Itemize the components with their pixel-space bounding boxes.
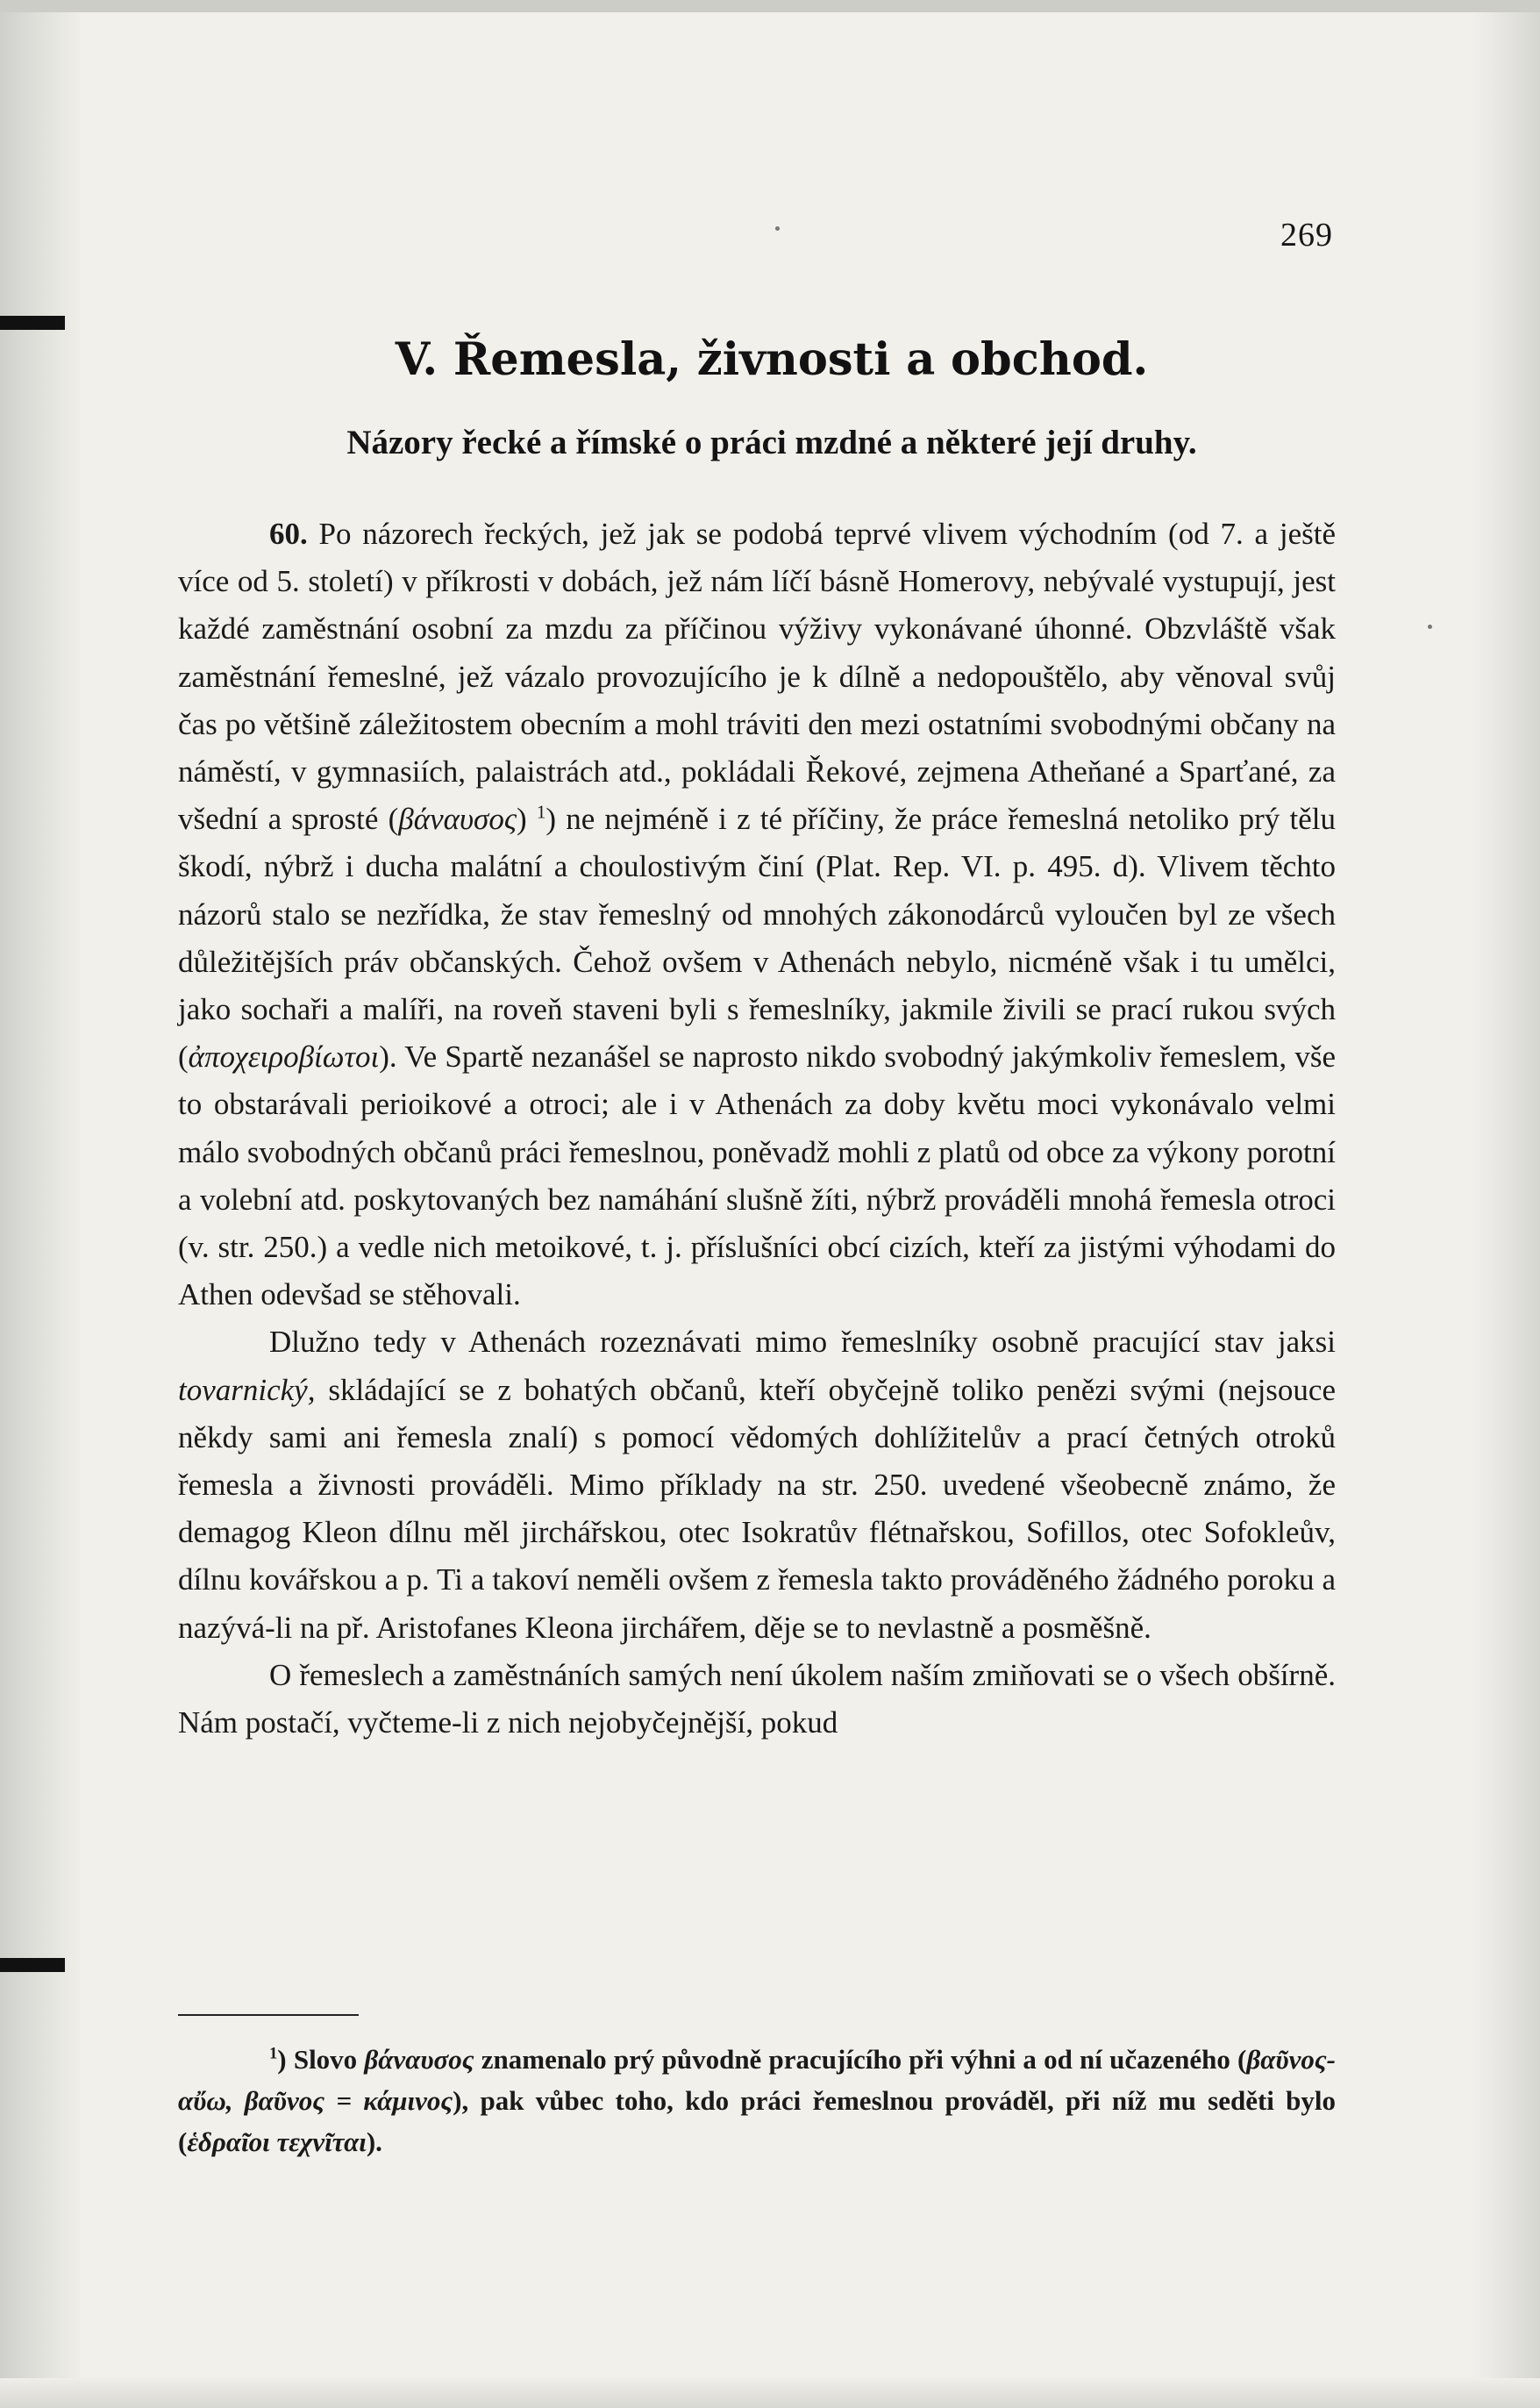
chapter-title: V. Řemesla, živnosti a obchod.	[395, 333, 1149, 386]
greek-term: ἀποχειροβίωτοι	[188, 1040, 380, 1075]
paragraph-2	[178, 1318, 1336, 1651]
paragraph-3	[178, 1652, 1336, 1747]
footnote-text: znamenalo prý původně pracujícího při výhni a od ní učazeného (	[474, 2044, 1247, 2075]
paragraph-text: Dlužno tedy v Athenách rozeznávati mimo řemeslníky osobně pracující stav jaksi	[269, 1325, 1336, 1360]
greek-term: ἑδραῖοι τεχνῖται	[187, 2126, 367, 2157]
footnote-text: ).	[366, 2126, 382, 2157]
page-number: 269	[1280, 217, 1333, 254]
paragraph-text: O řemeslech a zaměstnáních samých není úkolem naším zmiňovati se o všech obšírně. Nám postačí, vyčteme-li z nich nejobyčejnější, pokud	[178, 1657, 1336, 1740]
body-text	[178, 511, 1336, 1747]
scan-speck	[1428, 625, 1432, 629]
greek-term: βαῦνος-αὔω, βαῦνος = κάμινος	[178, 2044, 1336, 2116]
page-top-edge	[0, 0, 1540, 12]
scan-speck	[775, 226, 780, 231]
footnote-text: ), pak vůbec toho, kdo práci řemeslnou prováděl, při níž mu seděti bylo (	[178, 2085, 1337, 2157]
paragraph-text: Po názorech řeckých, jež jak se podobá teprvé vlivem východním (od 7. a ještě více od 5. století) v příkrosti v dobách, jež nám líčí básně Homerovy, nebývalé vystupují, jest každé zaměstnání osobní za mzdu za příčinou výživy vykonávané úhonné. Obzvláště však zaměstnání řemeslné, jež vázalo provozujícího je k dílně a nedopouštělo, aby věnoval svůj čas po většině záležitostem obecním a mohl tráviti den mezi ostatními svobodnými občany na náměstí, v gymnasiích, palaistrách atd., pokládali Řekové, zejmena Atheňané a Sparťané, za všední a sprosté (	[178, 517, 1336, 837]
section-subtitle: Názory řecké a římské o práci mzdné a některé její druhy.	[346, 424, 1197, 461]
emphasized-term: tovarnický,	[178, 1372, 316, 1407]
binding-mark	[0, 1958, 65, 1972]
paragraph-1	[178, 511, 1336, 1318]
paragraph-text: ). Ve Spartě nezanášel se naprosto nikdo svobodný jakýmkoliv řemeslem, vše to obstarávali perioikové a otroci; ale i v Athenách za doby květu moci vykonávalo velmi málo svobodných občanů práci řemeslnou, poněvadž mohli z platů od obce za výkony porotní a volební atd. poskytovaných bez namáhání slušně žíti, nýbrž prováděli mnohá řemesla otroci (v. str. 250.) a vedle nich metoikové, t. j. příslušníci obcí cizích, kteří za jistými výhodami do Athen odevšad se stěhovali.	[178, 1040, 1336, 1312]
footnote-reference: 1	[536, 801, 546, 823]
greek-term: βάναυσος	[364, 2044, 474, 2075]
section-number: 60.	[269, 517, 308, 551]
footnote-marker: 1	[269, 2044, 278, 2063]
page-bottom-edge	[0, 2378, 1540, 2408]
paragraph-text: )	[517, 802, 537, 837]
page-left-edge-shadow	[0, 0, 81, 2408]
greek-term: βάναυσος	[398, 802, 517, 837]
paragraph-text: ) ne nejméně i z té příčiny, že práce řemeslná netoliko prý tělu škodí, nýbrž i ducha malátní a choulostivým činí (Plat. Rep. VI. p. 495. d). Vlivem těchto názorů stalo se nezřídka, že stav řemeslný od mnohých zákonodárců vyloučen byl ze všech důležitějších práv občanských. Čehož ovšem v Athenách nebylo, nicméně však i tu umělci, jako sochaři a malíři, na roveň staveni byli s řemeslníky, jakmile živili se prací rukou svých (	[178, 802, 1336, 1075]
page-right-edge-shadow	[1470, 0, 1540, 2408]
footnote	[178, 2039, 1336, 2162]
paragraph-text: skládající se z bohatých občanů, kteří obyčejně toliko penězi svými (nejsouce někdy sami ani řemesla znalí) s pomocí vědomých dohlížitelův a prací četných otroků řemesla a živnosti prováděli. Mimo příklady na str. 250. uvedené všeobecně známo, že demagog Kleon dílnu měl jirchářskou, otec Isokratův flétnařskou, Sofillos, otec Sofokleův, dílnu kovářskou a p. Ti a takoví neměli ovšem z řemesla takto prováděného žádného poroku a nazývá-li na př. Aristofanes Kleona jirchářem, děje se to nevlastně a posměšně.	[178, 1372, 1336, 1645]
binding-mark	[0, 316, 65, 330]
footnote-text: ) Slovo	[277, 2044, 365, 2075]
footnote-rule	[178, 2014, 359, 2016]
